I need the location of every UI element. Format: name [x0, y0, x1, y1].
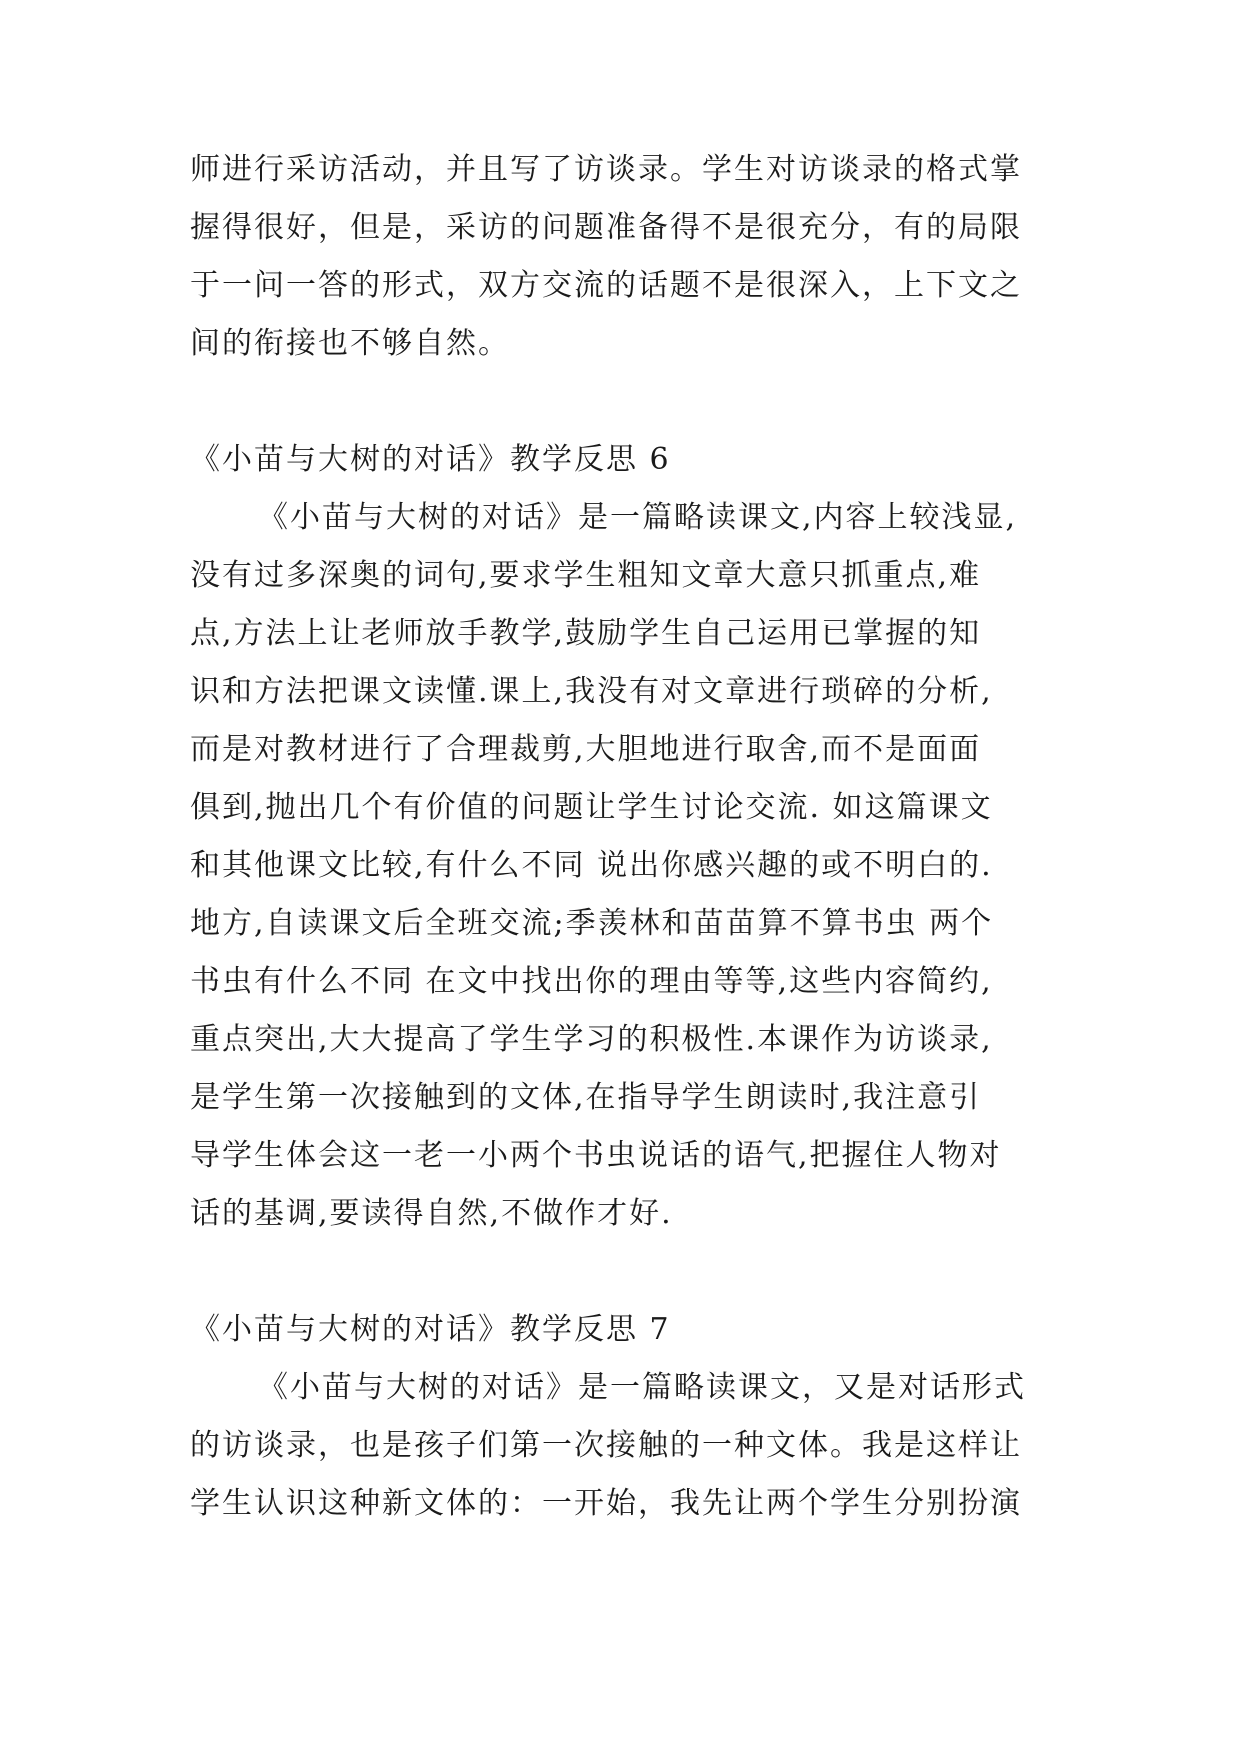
paragraph-line: 导学生体会这一老一小两个书虫说话的语气,把握住人物对 [190, 1138, 1002, 1173]
paragraph-line: 书虫有什么不同 在文中找出你的理由等等,这些内容简约, [190, 964, 993, 999]
paragraph-line: 是学生第一次接触到的文体,在指导学生朗读时,我注意引 [190, 1080, 982, 1115]
section-heading-7: 《小苗与大树的对话》教学反思 7 [190, 1312, 671, 1347]
paragraph-line: 《小苗与大树的对话》是一篇略读课文,内容上较浅显, [258, 500, 1018, 535]
paragraph-line: 握得很好，但是，采访的问题准备得不是很充分，有的局限 [190, 210, 1022, 245]
paragraph-line: 的访谈录，也是孩子们第一次接触的一种文体。我是这样让 [190, 1428, 1022, 1463]
paragraph-line: 没有过多深奥的词句,要求学生粗知文章大意只抓重点,难 [190, 558, 982, 593]
paragraph-line: 俱到,抛出几个有价值的问题让学生讨论交流. 如这篇课文 [190, 790, 993, 825]
paragraph-line: 和其他课文比较,有什么不同 说出你感兴趣的或不明白的. [190, 848, 993, 883]
paragraph-line: 识和方法把课文读懂.课上,我没有对文章进行琐碎的分析, [190, 674, 993, 709]
paragraph-line: 间的衔接也不够自然。 [190, 326, 510, 361]
paragraph-line: 地方,自读课文后全班交流;季羡林和苗苗算不算书虫 两个 [190, 906, 994, 941]
paragraph-line: 重点突出,大大提高了学生学习的积极性.本课作为访谈录, [190, 1022, 993, 1057]
paragraph-line: 《小苗与大树的对话》是一篇略读课文，又是对话形式 [258, 1370, 1026, 1405]
paragraph-line: 学生认识这种新文体的：一开始，我先让两个学生分别扮演 [190, 1486, 1022, 1521]
paragraph-line: 而是对教材进行了合理裁剪,大胆地进行取舍,而不是面面 [190, 732, 982, 767]
section-heading-6: 《小苗与大树的对话》教学反思 6 [190, 442, 671, 477]
paragraph-line: 于一问一答的形式，双方交流的话题不是很深入，上下文之 [190, 268, 1022, 303]
paragraph-line: 点,方法上让老师放手教学,鼓励学生自己运用已掌握的知 [190, 616, 982, 651]
paragraph-line: 师进行采访活动，并且写了访谈录。学生对访谈录的格式掌 [190, 152, 1022, 187]
paragraph-line: 话的基调,要读得自然,不做作才好. [190, 1196, 673, 1231]
